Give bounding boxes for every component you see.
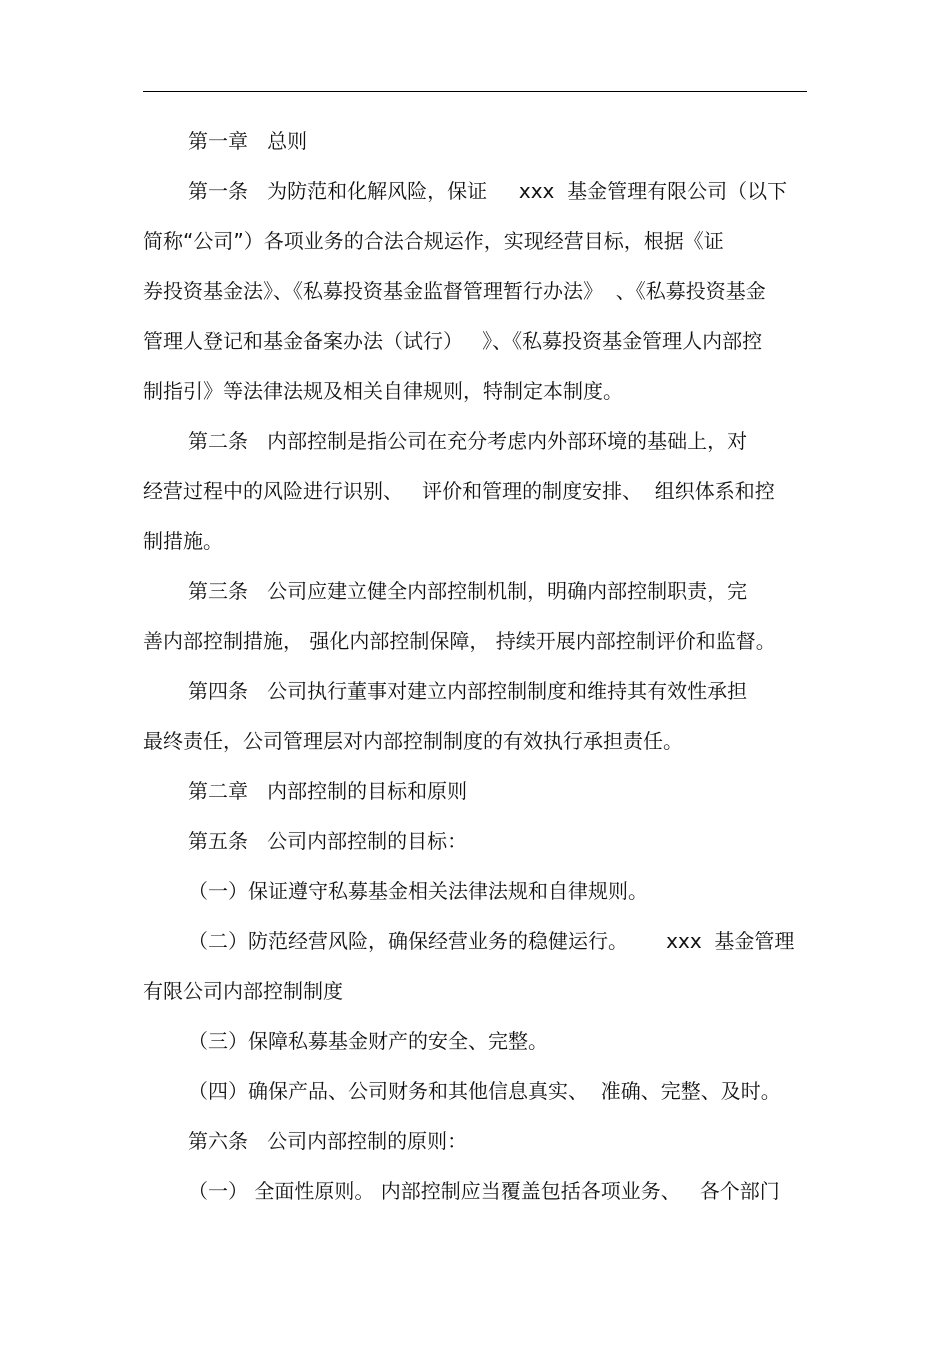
paragraph-line: 第四条 公司执行董事对建立内部控制制度和维持其有效性承担 bbox=[188, 679, 748, 703]
paragraph-line: 制措施。 bbox=[143, 529, 223, 553]
paragraph-line: 善内部控制措施， 强化内部控制保障， 持续开展内部控制评价和监督。 bbox=[143, 629, 776, 653]
chapter-heading: 第二章 内部控制的目标和原则 bbox=[188, 779, 468, 803]
list-item: （二）防范经营风险，确保经营业务的稳健运行。 xxx 基金管理 bbox=[188, 929, 795, 953]
list-item: （一）保证遵守私募基金相关法律法规和自律规则。 bbox=[188, 879, 648, 903]
paragraph-line: 券投资基金法》、《私募投资基金监督管理暂行办法》 、《私募投资基金 bbox=[143, 279, 766, 303]
list-item: （四）确保产品、公司财务和其他信息真实、 准确、完整、及时。 bbox=[188, 1079, 781, 1103]
paragraph-line: 第五条 公司内部控制的目标： bbox=[188, 829, 468, 853]
header-rule bbox=[143, 91, 807, 92]
chapter-heading: 第一章 总则 bbox=[188, 129, 308, 153]
paragraph-line: 经营过程中的风险进行识别、 评价和管理的制度安排、 组织体系和控 bbox=[143, 479, 775, 503]
paragraph-line: 第六条 公司内部控制的原则： bbox=[188, 1129, 468, 1153]
list-item: （一） 全面性原则。 内部控制应当覆盖包括各项业务、 各个部门 bbox=[188, 1179, 780, 1203]
paragraph-line: 简称“公司”）各项业务的合法合规运作，实现经营目标，根据《证 bbox=[143, 229, 724, 253]
paragraph-line: 第二条 内部控制是指公司在充分考虑内外部环境的基础上，对 bbox=[188, 429, 748, 453]
paragraph-line: 制指引》等法律法规及相关自律规则，特制定本制度。 bbox=[143, 379, 623, 403]
list-item: （三）保障私募基金财产的安全、完整。 bbox=[188, 1029, 548, 1053]
paragraph-line: 第三条 公司应建立健全内部控制机制，明确内部控制职责，完 bbox=[188, 579, 748, 603]
paragraph-line: 管理人登记和基金备案办法（试行） 》、《私募投资基金管理人内部控 bbox=[143, 329, 763, 353]
paragraph-line: 第一条 为防范和化解风险，保证 xxx 基金管理有限公司（以下 bbox=[188, 179, 788, 203]
paragraph-line: 最终责任，公司管理层对内部控制制度的有效执行承担责任。 bbox=[143, 729, 683, 753]
paragraph-line: 有限公司内部控制制度 bbox=[143, 979, 343, 1003]
